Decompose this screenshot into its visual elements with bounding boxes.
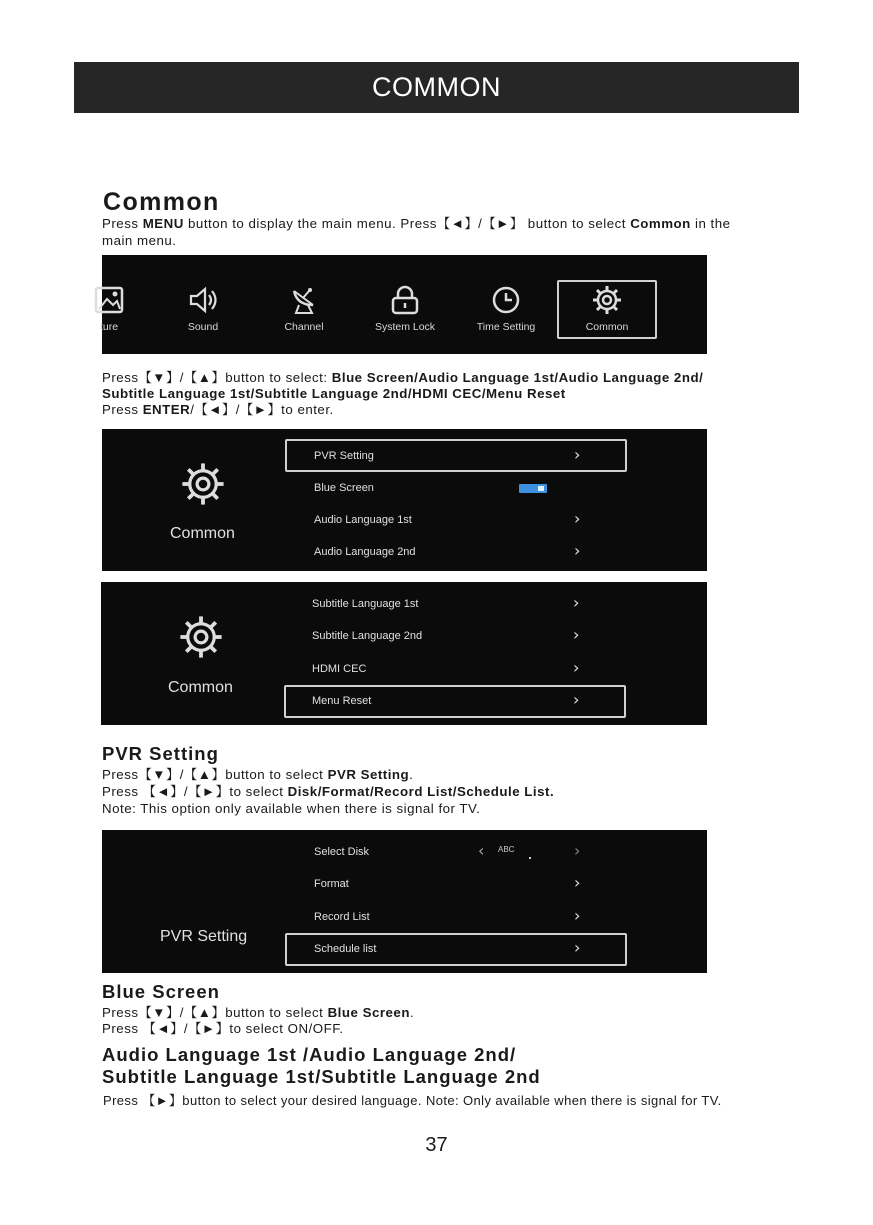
common-heading: Common — [103, 188, 220, 216]
select-instr-line2: Subtitle Language 1st/Subtitle Language 2nd/HDMI CEC/Menu Reset — [102, 386, 566, 401]
panel-title: Common — [168, 679, 233, 696]
menu-item-common[interactable]: Common — [562, 283, 652, 333]
chevron-right-icon: › — [574, 445, 581, 464]
menu-item-channel[interactable]: Channel — [259, 283, 349, 333]
row-menu-reset[interactable]: Menu Reset — [312, 695, 372, 707]
gear-icon — [176, 612, 226, 662]
row-select-disk[interactable]: Select Disk — [314, 846, 370, 858]
chevron-right-icon: › — [574, 906, 581, 925]
menu-item-sound[interactable]: Sound — [158, 283, 248, 333]
pvr-heading: PVR Setting — [102, 743, 219, 764]
blue-screen-heading: Blue Screen — [102, 981, 220, 1002]
chevron-right-icon: › — [573, 690, 580, 709]
disk-value: ABC — [498, 845, 515, 854]
row-pvr-setting[interactable]: PVR Setting — [314, 450, 374, 462]
select-instr-line1: Press【▼】/【▲】button to select: Blue Screen/Audio Language 1st/Audio Language 2nd/ — [102, 370, 704, 385]
gear-icon — [178, 459, 228, 509]
row-audio-language-2nd[interactable]: Audio Language 2nd — [314, 546, 416, 558]
chevron-right-icon: › — [573, 593, 580, 612]
sound-icon — [186, 283, 220, 317]
page-header — [74, 62, 799, 113]
chevron-right-icon: › — [573, 625, 580, 644]
menu-item-system-lock[interactable]: System Lock — [360, 283, 450, 333]
chevron-right-icon: › — [574, 873, 581, 892]
blue-screen-line2: Press 【◄】/【►】to select ON/OFF. — [102, 1021, 344, 1036]
audio-heading-line2: Subtitle Language 1st/Subtitle Language 2nd — [102, 1066, 541, 1087]
clock-icon — [489, 283, 523, 317]
panel-title: PVR Setting — [160, 928, 248, 945]
pvr-note: Note: This option only available when there is signal for TV. — [102, 801, 481, 816]
chevron-right-icon: › — [574, 541, 581, 560]
row-hdmi-cec[interactable]: HDMI CEC — [312, 663, 367, 675]
blue-screen-line1: Press【▼】/【▲】button to select Blue Screen. — [102, 1005, 415, 1020]
gear-icon — [590, 283, 624, 317]
select-instr-line3: Press ENTER/【◄】/【►】to enter. — [102, 402, 334, 417]
blue-screen-toggle[interactable] — [519, 484, 547, 493]
panel-title: Common — [170, 525, 235, 542]
common-panel-1 — [102, 429, 707, 571]
lock-icon — [388, 283, 422, 317]
row-format[interactable]: Format — [314, 878, 349, 890]
chevron-right-icon[interactable]: › — [574, 841, 581, 860]
menu-item-time-setting[interactable]: Time Setting — [461, 283, 551, 333]
row-schedule-list[interactable]: Schedule list — [314, 943, 377, 955]
pvr-line2: Press 【◄】/【►】to select Disk/Format/Record List/Schedule List. — [102, 784, 555, 799]
row-audio-language-1st[interactable]: Audio Language 1st — [314, 514, 412, 526]
row-subtitle-language-2nd[interactable]: Subtitle Language 2nd — [312, 630, 423, 642]
common-intro-line2: main menu. — [102, 233, 177, 248]
chevron-right-icon: › — [574, 938, 581, 957]
picture-icon — [92, 283, 126, 317]
pvr-setting-panel — [102, 830, 707, 973]
disk-dot — [529, 857, 531, 859]
chevron-right-icon: › — [574, 509, 581, 528]
main-menu-screenshot — [99, 255, 707, 354]
common-intro-line1: Press MENU button to display the main menu. Press【◄】/【►】 button to select Common in the — [102, 216, 731, 231]
chevron-left-icon[interactable]: ‹ — [478, 841, 485, 860]
audio-line1: Press 【►】button to select your desired language. Note: Only available when there is signal for TV. — [103, 1093, 722, 1108]
row-blue-screen[interactable]: Blue Screen — [314, 482, 374, 494]
menu-item-picture[interactable]: ture — [64, 283, 154, 333]
common-panel-2 — [101, 582, 707, 725]
row-record-list[interactable]: Record List — [314, 911, 370, 923]
page-number: 37 — [425, 1134, 448, 1156]
row-subtitle-language-1st[interactable]: Subtitle Language 1st — [312, 598, 419, 610]
audio-heading-line1: Audio Language 1st /Audio Language 2nd/ — [102, 1044, 517, 1065]
pvr-line1: Press【▼】/【▲】button to select PVR Setting. — [102, 767, 414, 782]
satellite-dish-icon — [287, 283, 321, 317]
chevron-right-icon: › — [573, 658, 580, 677]
header-title: COMMON — [372, 72, 501, 102]
